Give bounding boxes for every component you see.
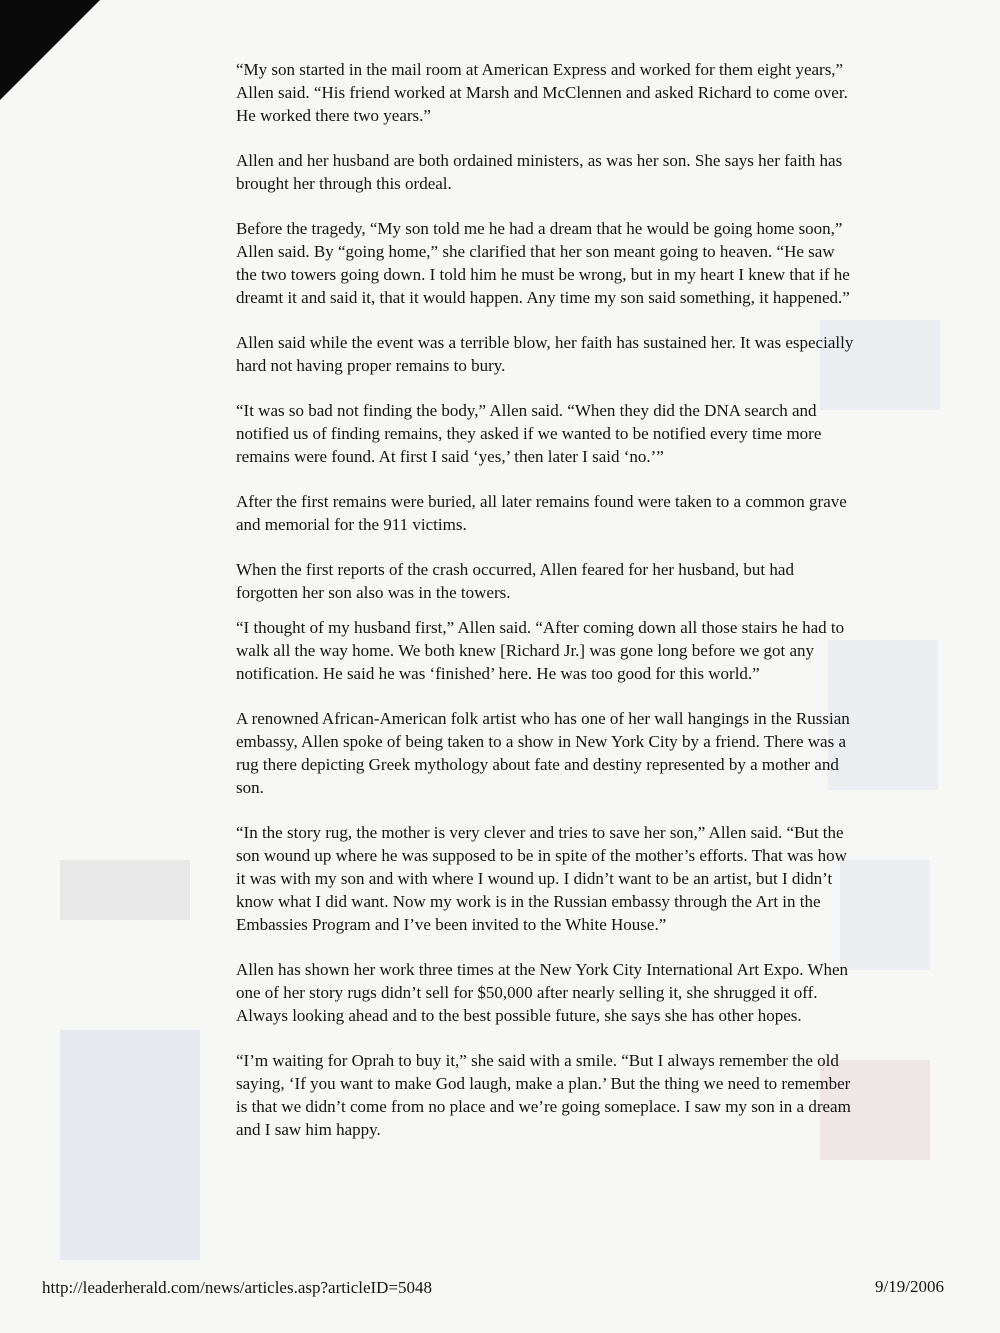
- folded-page-corner: [0, 0, 100, 100]
- article-paragraph: Before the tragedy, “My son told me he had a dream that he would be going home soon,” Allen said. By “going home,” she clarified that her son meant going to heaven. “He saw the two towers going down. I told him he must be wrong, but in my heart I knew that if he dreamt it and said it, that it would happen. Any time my son said something, it happened.”: [236, 219, 850, 307]
- article-paragraph: “In the story rug, the mother is very clever and tries to save her son,” Allen said. “But the son wound up where he was supposed to be in spite of the mother’s efforts. That was how it was with my son and with where I wound up. I didn’t want to be an artist, but I didn’t know what I did want. Now my work is in the Russian embassy through the Art in the Embassies Program and I’ve been invited to the White House.”: [236, 823, 847, 934]
- article-paragraph: After the first remains were buried, all later remains found were taken to a common grave and memorial for the 911 victims.: [236, 492, 847, 534]
- article-paragraph: “I thought of my husband first,” Allen said. “After coming down all those stairs he had to walk all the way home. We both knew [Richard Jr.] was gone long before we got any notification. He said he was ‘finished’ here. He was too good for this world.”: [236, 618, 845, 683]
- footer-date: 9/19/2006: [875, 1277, 944, 1296]
- article-paragraph: “I’m waiting for Oprah to buy it,” she said with a smile. “But I always remember the old saying, ‘If you want to make God laugh, make a plan.’ But the thing we need to remember is that we didn’t come from no place and we’re going someplace. I saw my son in a dream and I saw him happy.: [236, 1051, 851, 1139]
- article-paragraph: When the first reports of the crash occurred, Allen feared for her husband, but had forgotten her son also was in the towers.: [236, 560, 794, 602]
- article-paragraph: “It was so bad not finding the body,” Allen said. “When they did the DNA search and notified us of finding remains, they asked if we wanted to be notified every time more remains were found. At first I said ‘yes,’ then later I said ‘no.’”: [236, 401, 822, 466]
- article-paragraph: “My son started in the mail room at American Express and worked for them eight years,” Allen said. “His friend worked at Marsh and McClennen and asked Richard to come over. He worked there two years.”: [236, 60, 848, 125]
- article-paragraph: Allen said while the event was a terrible blow, her faith has sustained her. It was especially hard not having proper remains to bury.: [236, 333, 854, 375]
- article-paragraph: A renowned African-American folk artist who has one of her wall hangings in the Russian embassy, Allen spoke of being taken to a show in New York City by a friend. There was a rug there depicting Greek mythology about fate and destiny represented by a mother and son.: [236, 709, 850, 797]
- footer-url: http://leaderherald.com/news/articles.asp?articleID=5048: [42, 1278, 433, 1297]
- article-paragraph: Allen has shown her work three times at the New York City International Art Expo. When one of her story rugs didn’t sell for $50,000 after nearly selling it, she shrugged it off. Always looking ahead and to the best possible future, she says she has other hopes.: [236, 960, 849, 1025]
- article-paragraph: Allen and her husband are both ordained ministers, as was her son. She says her faith has brought her through this ordeal.: [236, 151, 843, 193]
- bleed-through-image: [60, 860, 190, 920]
- bleed-through-image: [60, 1030, 200, 1260]
- article-body: [236, 58, 856, 1163]
